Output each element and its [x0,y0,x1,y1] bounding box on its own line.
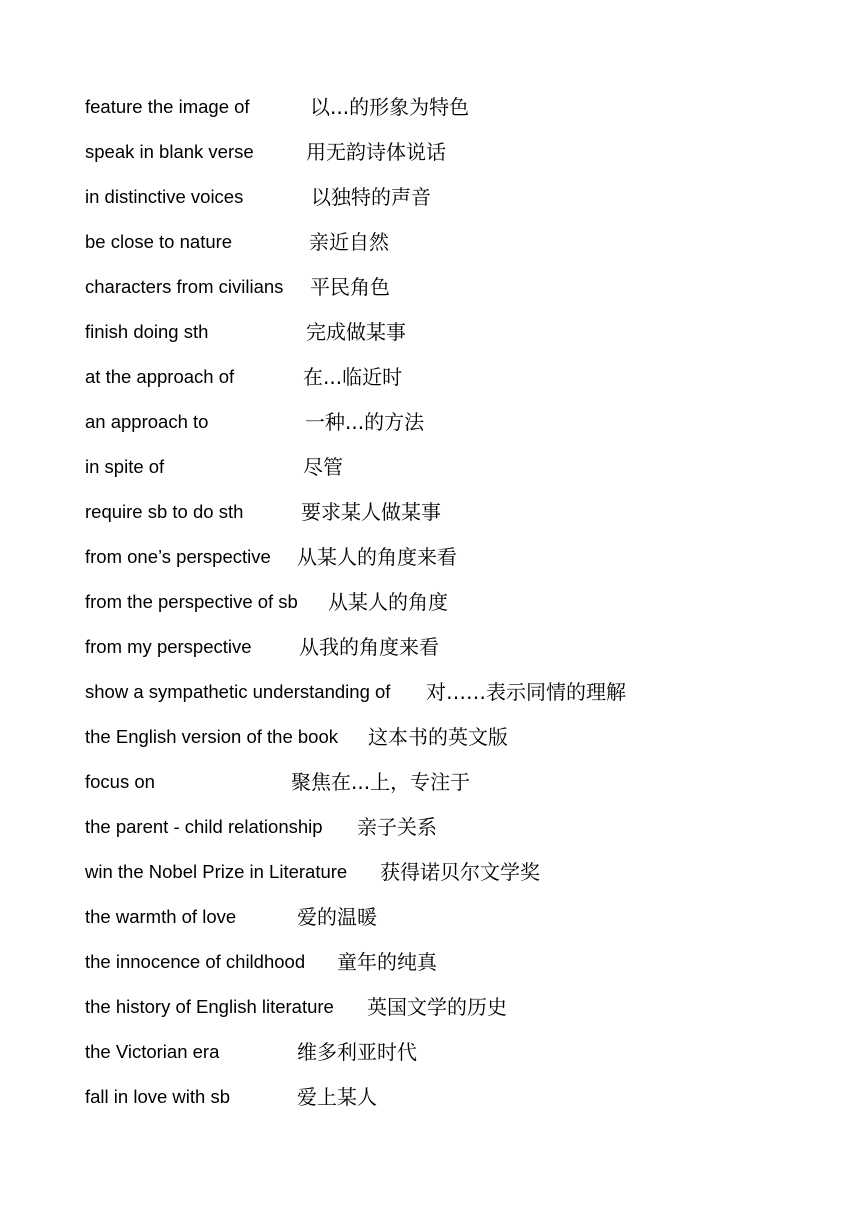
vocab-entry [85,1082,377,1112]
vocab-entry [85,1037,417,1067]
english-phrase: show a sympathetic understanding of [85,681,391,702]
chinese-meaning: 在...临近时 [303,365,403,389]
chinese-meaning: 童年的纯真 [337,950,437,974]
english-phrase: the parent - child relationship [85,816,323,837]
chinese-meaning: 聚焦在...上，专注于 [291,770,471,794]
vocab-entry [85,902,377,932]
english-phrase: from one’s perspective [85,546,271,567]
vocab-entry [85,677,626,707]
english-phrase: the warmth of love [85,906,237,927]
vocab-entry [85,992,507,1022]
english-phrase: the innocence of childhood [85,951,306,972]
english-phrase: the history of English literature [85,996,334,1017]
chinese-meaning: 亲子关系 [357,815,437,839]
vocab-entry [85,227,389,257]
vocab-entry [85,497,441,527]
chinese-meaning: 英国文学的历史 [367,995,507,1019]
chinese-meaning: 以独特的声音 [311,185,431,209]
english-phrase: win the Nobel Prize in Literature [85,861,348,882]
vocab-entry [85,767,471,797]
chinese-meaning: 一种...的方法 [305,410,425,434]
vocab-entry [85,947,437,977]
english-phrase: from the perspective of sb [85,591,298,612]
chinese-meaning: 爱的温暖 [297,905,377,929]
vocab-entry [85,722,508,752]
vocab-entry [85,92,470,122]
english-phrase: speak in blank verse [85,141,254,162]
english-phrase: an approach to [85,411,209,432]
vocab-entry [85,137,446,167]
english-phrase: require sb to do sth [85,501,244,522]
chinese-meaning: 平民角色 [310,275,390,299]
chinese-meaning: 获得诺贝尔文学奖 [380,860,540,884]
chinese-meaning: 从某人的角度来看 [297,545,457,569]
english-phrase: feature the image of [85,96,250,117]
english-phrase: focus on [85,771,155,792]
vocab-entry [85,317,406,347]
chinese-meaning: 用无韵诗体说话 [306,140,446,164]
english-phrase: at the approach of [85,366,235,387]
vocab-entry [85,632,439,662]
english-phrase: finish doing sth [85,321,209,342]
chinese-meaning: 亲近自然 [309,230,389,254]
chinese-meaning: 尽管 [303,455,343,479]
vocab-entry [85,407,425,437]
vocab-entry [85,587,448,617]
vocab-entry [85,182,431,212]
chinese-meaning: 以...的形象为特色 [310,95,470,119]
english-phrase: the English version of the book [85,726,338,747]
chinese-meaning: 维多利亚时代 [297,1040,417,1064]
chinese-meaning: 爱上某人 [297,1085,377,1109]
english-phrase: characters from civilians [85,276,284,297]
vocab-entry [85,452,343,482]
chinese-meaning: 从我的角度来看 [299,635,439,659]
vocab-entry [85,542,457,572]
vocab-entry [85,362,403,392]
english-phrase: in distinctive voices [85,186,244,207]
english-phrase: be close to nature [85,231,233,252]
chinese-meaning: 要求某人做某事 [301,500,441,524]
chinese-meaning: 从某人的角度 [328,590,448,614]
chinese-meaning: 完成做某事 [306,320,406,344]
english-phrase: from my perspective [85,636,252,657]
english-phrase: the Victorian era [85,1041,220,1062]
chinese-meaning: 对……表示同情的理解 [426,680,626,704]
chinese-meaning: 这本书的英文版 [368,725,508,749]
vocab-entry [85,812,437,842]
vocab-entry [85,272,390,302]
english-phrase: fall in love with sb [85,1086,230,1107]
english-phrase: in spite of [85,456,165,477]
vocab-entry [85,857,540,887]
